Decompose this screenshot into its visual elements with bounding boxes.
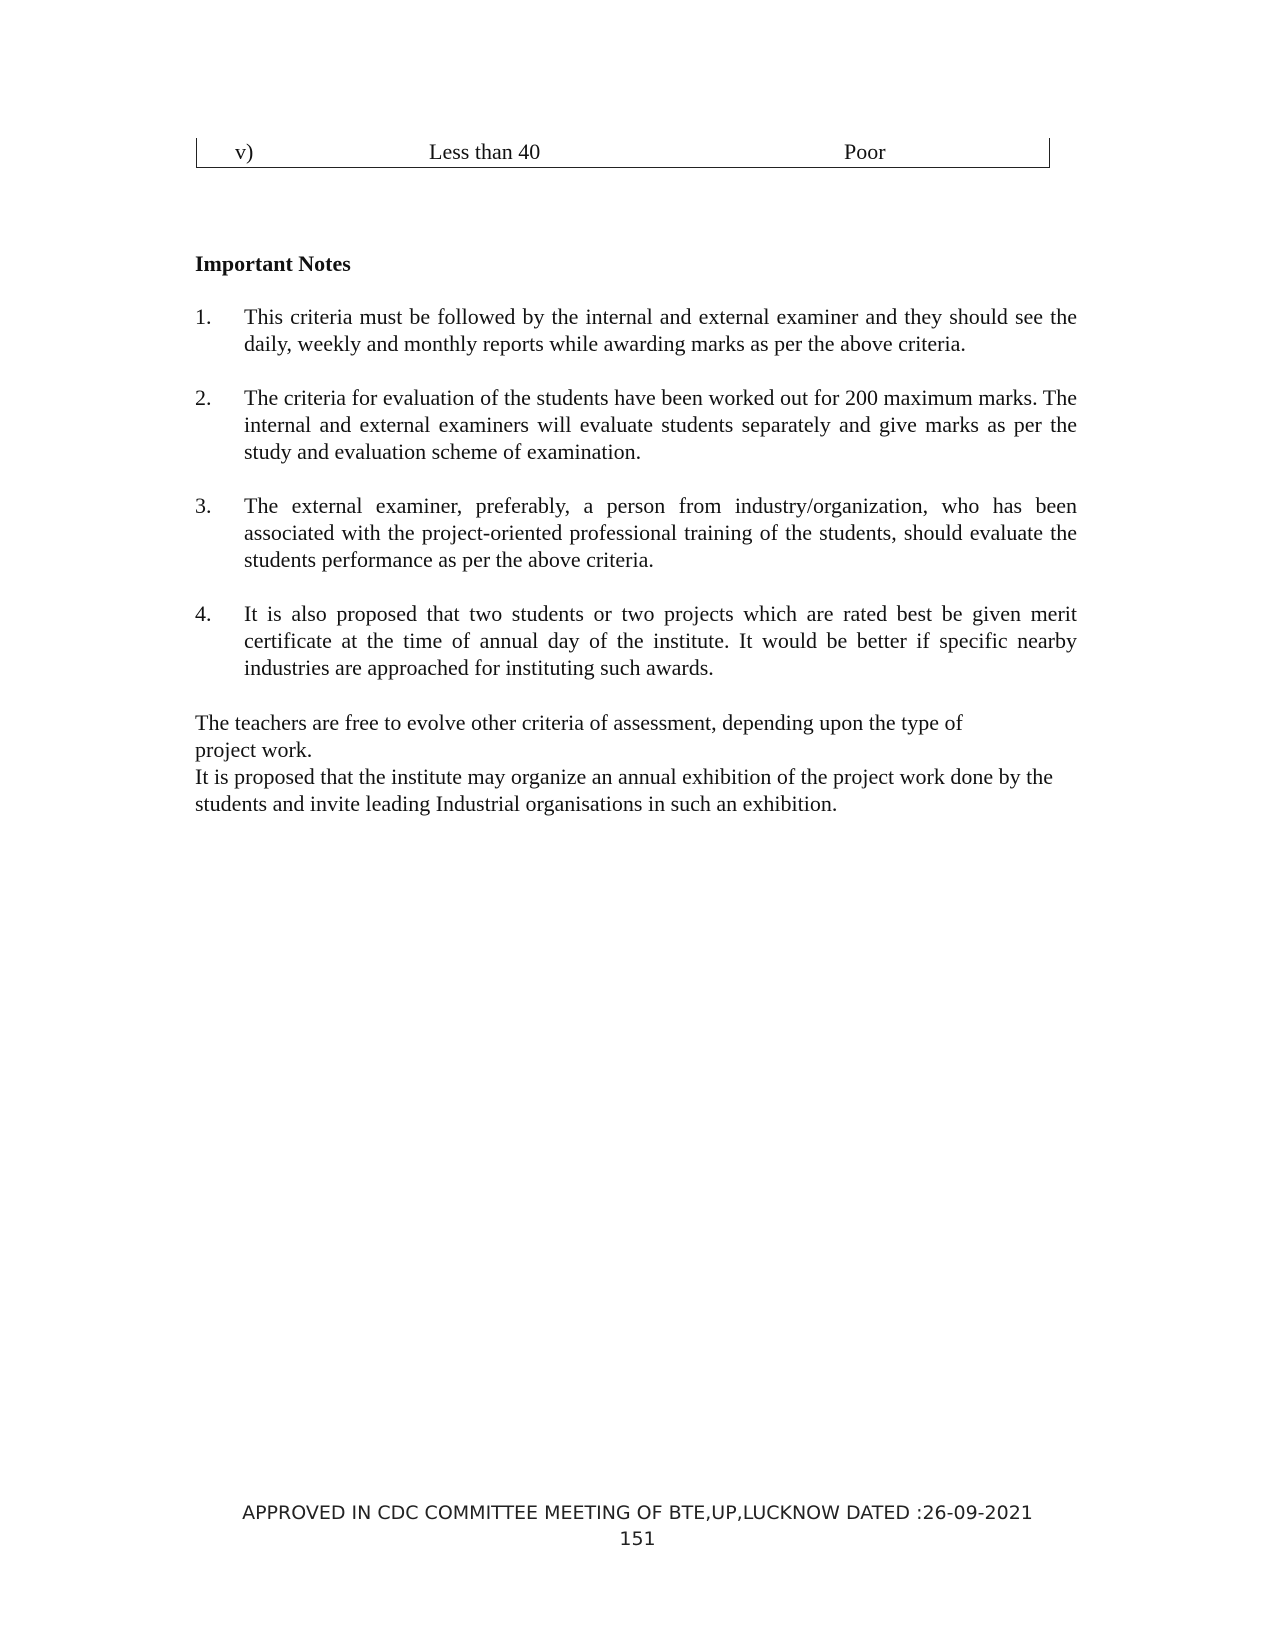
grading-table-row <box>196 138 1050 168</box>
note-item <box>195 600 1077 681</box>
note-number: 2. <box>195 385 212 410</box>
footer-approval-note: APPROVED IN CDC COMMITTEE MEETING OF BTE,UP,LUCKNOW DATED :26-09-2021 <box>242 1502 1033 1524</box>
table-cell-grade: Poor <box>844 139 886 164</box>
notes-heading: Important Notes <box>195 251 351 276</box>
note-number: 3. <box>195 493 212 518</box>
note-text: This criteria must be followed by the internal and external examiner and they should see the daily, weekly and monthly reports while awarding marks as per the above criteria. <box>244 304 1077 356</box>
closing-paragraph-exhibition: It is proposed that the institute may organize an annual exhibition of the project work done by the students and invite leading Industrial organisations in such an exhibition. <box>195 764 1053 816</box>
note-item <box>195 384 1077 465</box>
note-text: The external examiner, preferably, a person from industry/organization, who has been associated with the project-oriented professional training of the students, should evaluate the students performance as per the above criteria. <box>244 493 1077 572</box>
page-number: 151 <box>619 1528 656 1550</box>
note-number: 4. <box>195 601 212 626</box>
note-text: It is also proposed that two students or two projects which are rated best be given merit certificate at the time of annual day of the institute. It would be better if specific nearby industries are approached for instituting such awards. <box>244 601 1077 680</box>
table-cell-marks-range: Less than 40 <box>429 139 541 164</box>
note-text: The criteria for evaluation of the students have been worked out for 200 maximum marks. The internal and external examiners will evaluate students separately and give marks as per the study and evaluation scheme of examination. <box>244 385 1077 464</box>
note-item <box>195 303 1077 357</box>
table-cell-number: v) <box>235 139 254 164</box>
note-number: 1. <box>195 304 212 329</box>
notes-list <box>195 303 1077 708</box>
closing-paragraph-assessment: The teachers are free to evolve other criteria of assessment, depending upon the type of project work. <box>195 710 963 762</box>
note-item <box>195 492 1077 573</box>
